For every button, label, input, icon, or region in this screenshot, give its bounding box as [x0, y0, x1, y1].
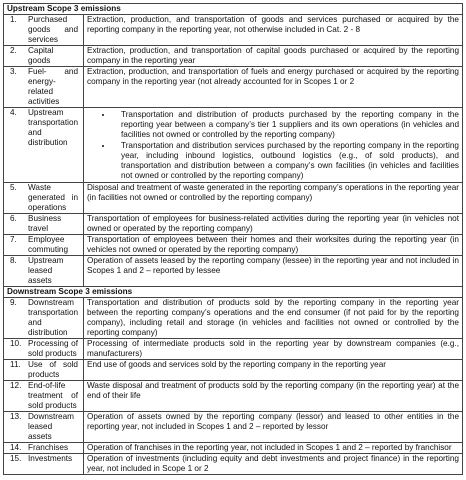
category-cell	[4, 454, 84, 475]
category-cell	[4, 360, 84, 381]
table-body	[4, 4, 463, 475]
category-description: Disposal and treatment of waste generated in the reporting company’s operations in the reporting year (in facilities not owned or controlled by the reporting company)	[84, 183, 463, 214]
table-row	[4, 454, 463, 475]
table-row	[4, 381, 463, 412]
category-cell	[4, 256, 84, 287]
category-cell	[4, 46, 84, 67]
table-row	[4, 235, 463, 256]
category-name: Use of sold products	[28, 360, 78, 379]
section-header-row	[4, 4, 463, 15]
category-number: 1.	[10, 15, 17, 24]
category-description: Processing of intermediate products sold in the reporting year by downstream companies (e.g., manufacturers)	[84, 339, 463, 360]
category-description	[84, 108, 463, 183]
upstream-header: Upstream Scope 3 emissions	[4, 4, 463, 15]
table-row	[4, 15, 463, 46]
category-name: Business travel	[28, 214, 62, 233]
description-bullet: • Transportation and distribution of products purchased by the reporting company in the reporting year between a company’s tier 1 suppliers and its own operations (in vehicles and facilities not owned or controlled by the reporting company)	[113, 110, 459, 140]
category-cell	[4, 381, 84, 412]
category-description: Operation of assets leased by the reporting company (lessee) in the reporting year and not included in Scopes 1 and 2 – reported by lessee	[84, 256, 463, 287]
table-row	[4, 412, 463, 443]
category-cell	[4, 108, 84, 183]
category-description: Operation of assets owned by the reporting company (lessor) and leased to other entities in the reporting year, not included in Scopes 1 and 2 – reported by lessor	[84, 412, 463, 443]
category-number: 2.	[10, 46, 17, 55]
category-number: 13.	[10, 412, 22, 421]
category-number: 5.	[10, 183, 17, 192]
category-number: 3.	[10, 67, 17, 76]
category-name: Processing of sold products	[28, 339, 78, 358]
category-cell	[4, 412, 84, 443]
category-cell	[4, 183, 84, 214]
category-description: Extraction, production, and transportation of capital goods purchased or acquired by the reporting company in the reporting year	[84, 46, 463, 67]
category-description: End use of goods and services sold by the reporting company in the reporting year	[84, 360, 463, 381]
table-row	[4, 298, 463, 339]
category-number: 12.	[10, 381, 22, 390]
description-bullet: • Transportation and distribution services purchased by the reporting company in the reporting year, including inbound logistics, outbound logistics (e.g., of sold products), and transportation and distribution between a company’s own facilities (in vehicles and facilities not owned or controlled by the reporting company)	[113, 141, 459, 181]
category-description: Waste disposal and treatment of products sold by the reporting company (in the reporting year) at the end of their life	[84, 381, 463, 412]
category-description: Transportation and distribution of products sold by the reporting company in the reporting year between the reporting company’s operations and the end consumer (if not paid for by the reporting company), including retail and storage (in vehicles and facilities not owned or controlled by the reporting company)	[84, 298, 463, 339]
category-description: Extraction, production, and transportation of fuels and energy purchased or acquired by the reporting company in the reporting year (not already accounted for in Scopes 1 or 2	[84, 67, 463, 108]
category-name: End-of-life treatment of sold products	[28, 381, 78, 410]
category-name: Investments	[28, 454, 73, 463]
section-header-row	[4, 287, 463, 298]
category-cell	[4, 15, 84, 46]
category-description: Operation of franchises in the reporting year, not included in Scopes 1 and 2 – reported by franchisor	[84, 443, 463, 454]
category-cell	[4, 214, 84, 235]
category-name: Employee commuting	[28, 235, 69, 254]
category-name: Fuel- and energy-related activities	[28, 67, 78, 106]
category-number: 4.	[10, 108, 17, 117]
category-description: Extraction, production, and transportation of goods and services purchased or acquired by the reporting company in the reporting year, not otherwise included in Cat. 2 - 8	[84, 15, 463, 46]
category-name: Capital goods	[28, 46, 54, 65]
table-row	[4, 46, 463, 67]
category-number: 9.	[10, 298, 17, 307]
table-row	[4, 256, 463, 287]
category-name: Waste generated in operations	[28, 183, 78, 212]
table-row	[4, 360, 463, 381]
table-row	[4, 214, 463, 235]
table-row	[4, 443, 463, 454]
category-name: Purchased goods and services	[28, 15, 78, 44]
category-cell	[4, 235, 84, 256]
category-cell	[4, 67, 84, 108]
category-name: Upstream transportation and distribution	[28, 108, 79, 147]
table-row	[4, 339, 463, 360]
category-number: 15.	[10, 454, 22, 463]
table-row	[4, 67, 463, 108]
category-cell	[4, 339, 84, 360]
category-number: 6.	[10, 214, 17, 223]
category-cell	[4, 298, 84, 339]
category-name: Downstream leased assets	[28, 412, 74, 441]
category-description: Transportation of employees for business-related activities during the reporting year (in vehicles not owned or operated by the reporting company)	[84, 214, 463, 235]
category-name: Franchises	[28, 443, 69, 452]
category-cell	[4, 443, 84, 454]
category-number: 10.	[10, 339, 22, 348]
category-name: Upstream leased assets	[28, 256, 64, 285]
category-name: Downstream transportation and distribution	[28, 298, 79, 337]
category-description: Operation of investments (including equity and debt investments and project finance) in the reporting year, not included in Scope 1 or 2	[84, 454, 463, 475]
table-row	[4, 183, 463, 214]
table-row	[4, 108, 463, 183]
downstream-header: Downstream Scope 3 emissions	[4, 287, 463, 298]
category-number: 11.	[10, 360, 21, 369]
category-description: Transportation of employees between their homes and their worksites during the reporting year (in vehicles not owned or operated by the reporting company)	[84, 235, 463, 256]
description-bullet-list	[87, 110, 459, 181]
scope3-categories-table	[3, 3, 463, 475]
category-number: 7.	[10, 235, 17, 244]
category-number: 14.	[10, 443, 22, 452]
category-number: 8.	[10, 256, 17, 265]
